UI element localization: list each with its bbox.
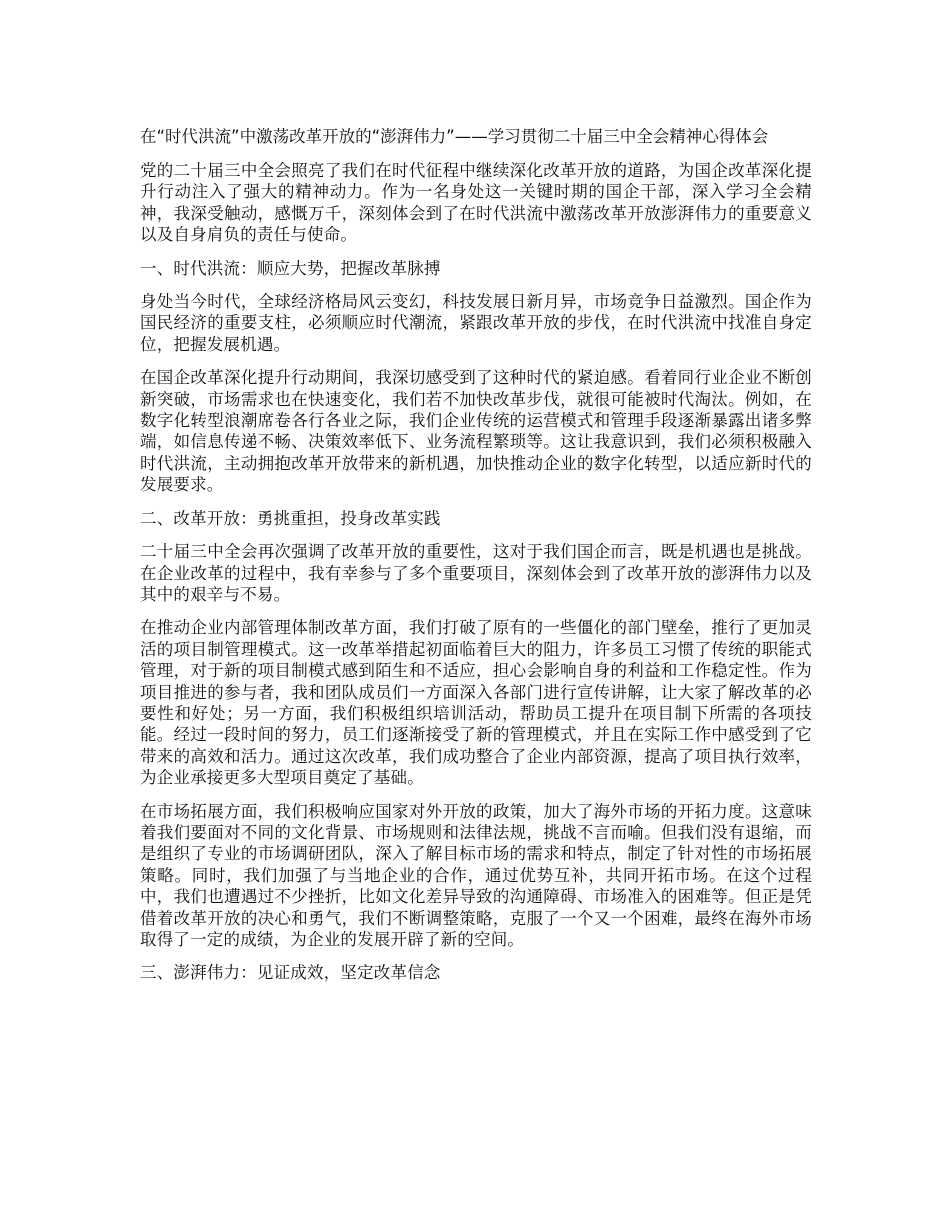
section-heading-2: 二、改革开放：勇挑重担，投身改革实践 (140, 508, 441, 528)
paragraph: 二十届三中全会再次强调了改革开放的重要性，这对于我们国企而言，既是机遇也是挑战。在企业改革的过程中，我有幸参与了多个重要项目，深刻体会到了改革开放的澎湃伟力以及其中的艰辛与不易。 (140, 542, 812, 604)
paragraph: 身处当今时代，全球经济格局风云变幻，科技发展日新月异，市场竞争日益激烈。国企作为国民经济的重要支柱，必须顺应时代潮流，紧跟改革开放的步伐，在时代洪流中找准自身定位，把握发展机遇。 (140, 292, 812, 354)
paragraph: 在国企改革深化提升行动期间，我深切感受到了这种时代的紧迫感。看着同行业企业不断创新突破，市场需求也在快速变化，我们若不加快改革步伐，就很可能被时代淘汰。例如，在数字化转型浪潮席卷各行各业之际，我们企业传统的运营模式和管理手段逐渐暴露出诸多弊端，如信息传递不畅、决策效率低下、业务流程繁琐等。这让我意识到，我们必须积极融入时代洪流，主动拥抱改革开放带来的新机遇，加快推动企业的数字化转型，以适应新时代的发展要求。 (140, 368, 812, 495)
paragraph: 在推动企业内部管理体制改革方面，我们打破了原有的一些僵化的部门壁垒，推行了更加灵活的项目制管理模式。这一改革举措起初面临着巨大的阻力，许多员工习惯了传统的职能式管理，对于新的项目制模式感到陌生和不适应，担心会影响自身的利益和工作稳定性。作为项目推进的参与者，我和团队成员们一方面深入各部门进行宣传讲解，让大家了解改革的必要性和好处；另一方面，我们积极组织培训活动，帮助员工提升在项目制下所需的各项技能。经过一段时间的努力，员工们逐渐接受了新的管理模式，并且在实际工作中感受到了它带来的高效和活力。通过这次改革，我们成功整合了企业内部资源，提高了项目执行效率，为企业承接更多大型项目奠定了基础。 (140, 618, 812, 788)
document-body (140, 126, 812, 996)
section-heading-1: 一、时代洪流：顺应大势，把握改革脉搏 (140, 258, 441, 278)
intro-paragraph: 党的二十届三中全会照亮了我们在时代征程中继续深化改革开放的道路，为国企改革深化提升行动注入了强大的精神动力。作为一名身处这一关键时期的国企干部，深入学习全会精神，我深受触动，感慨万千，深刻体会到了在时代洪流中激荡改革开放澎湃伟力的重要意义以及自身肩负的责任与使命。 (140, 161, 812, 245)
paragraph: 在市场拓展方面，我们积极响应国家对外开放的政策，加大了海外市场的开拓力度。这意味着我们要面对不同的文化背景、市场规则和法律法规，挑战不言而喻。但我们没有退缩，而是组织了专业的市场调研团队，深入了解目标市场的需求和特点，制定了针对性的市场拓展策略。同时，我们加强了与当地企业的合作，通过优势互补，共同开拓市场。在这个过程中，我们也遭遇过不少挫折，比如文化差异导致的沟通障碍、市场准入的困难等。但正是凭借着改革开放的决心和勇气，我们不断调整策略，克服了一个又一个困难，最终在海外市场取得了一定的成绩，为企业的发展开辟了新的空间。 (140, 801, 812, 949)
document-title: 在“时代洪流”中激荡改革开放的“澎湃伟力”——学习贯彻二十届三中全会精神心得体会 (140, 127, 769, 146)
section-heading-3: 三、澎湃伟力：见证成效，坚定改革信念 (140, 963, 441, 983)
